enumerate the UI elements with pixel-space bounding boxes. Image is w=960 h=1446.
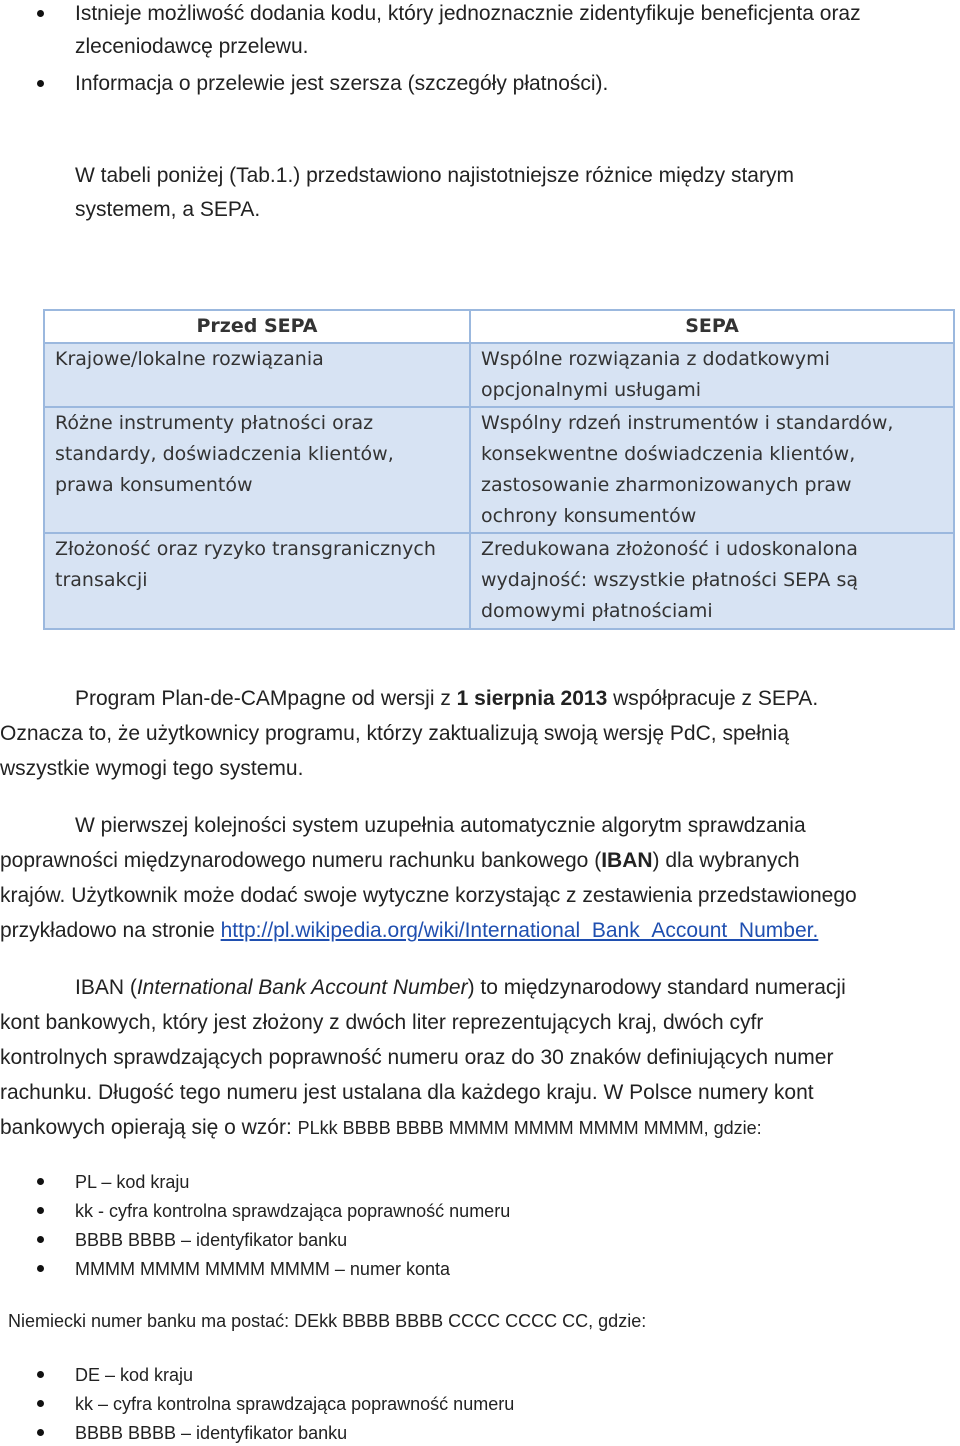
- cell-line: domowymi płatnościami: [481, 600, 713, 622]
- bullet-dot: [37, 1400, 44, 1407]
- paragraph-line: kontrolnych sprawdzających poprawność numeru oraz do 30 znaków definiujących numer: [0, 1046, 834, 1069]
- cell-line: Różne instrumenty płatności oraz: [55, 412, 374, 434]
- paragraph-line: kont bankowych, który jest złożony z dwóch liter reprezentujących kraj, dwóch cyfr: [0, 1011, 764, 1034]
- bullet-dot: [37, 1429, 44, 1436]
- bullet-text: DE – kod kraju: [75, 1365, 194, 1385]
- text-run: przykładowo na stronie: [0, 919, 221, 942]
- table-row: [44, 533, 954, 629]
- cell-line: konsekwentne doświadczenia klientów,: [481, 443, 856, 465]
- bullet-dot: [37, 10, 44, 17]
- intro-line: W tabeli poniżej (Tab.1.) przedstawiono najistotniejsze różnice między starym: [75, 164, 794, 187]
- cell-before: [44, 343, 470, 407]
- table-row: [44, 407, 954, 533]
- wikipedia-iban-link[interactable]: http://pl.wikipedia.org/wiki/International_Bank_Account_Number.: [220, 919, 819, 942]
- cell-line: Złożoność oraz ryzyko transgranicznych: [55, 538, 436, 560]
- paragraph-line: wszystkie wymogi tego systemu.: [0, 757, 304, 780]
- cell-sepa: [470, 343, 954, 407]
- iban-bold: IBAN: [601, 849, 653, 872]
- text-run: ) dla wybranych: [652, 849, 800, 872]
- text-run: PLkk BBBB BBBB MMMM MMMM MMMM MMMM, gdzie:: [297, 1118, 762, 1138]
- cell-line: opcjonalnymi usługami: [481, 379, 701, 401]
- paragraph-line: W pierwszej kolejności system uzupełnia automatycznie algorytm sprawdzania: [75, 814, 806, 837]
- bullet-dot: [37, 1207, 44, 1214]
- cell-line: wydajność: wszystkie płatności SEPA są: [481, 569, 859, 591]
- cell-line: Wspólne rozwiązania z dodatkowymi: [481, 348, 830, 370]
- italic-term: International Bank Account Number: [136, 976, 468, 999]
- cell-before: [44, 407, 470, 533]
- paragraph-line: [0, 918, 818, 944]
- bullet-text: kk – cyfra kontrolna sprawdzająca poprawność numeru: [75, 1394, 515, 1414]
- paragraph-line: [75, 975, 846, 1001]
- bullet-text: Informacja o przelewie jest szersza (szczegóły płatności).: [75, 72, 609, 95]
- bullet-dot: [37, 80, 44, 87]
- cell-line: transakcji: [55, 569, 148, 591]
- paragraph-line: [0, 1115, 762, 1141]
- cell-line: ochrony konsumentów: [481, 505, 697, 527]
- intro-line: systemem, a SEPA.: [75, 198, 261, 221]
- bullet-dot: [37, 1371, 44, 1378]
- text-run: Program Plan-de-CAMpagne od wersji z: [75, 687, 457, 710]
- cell-sepa: [470, 533, 954, 629]
- de-intro: Niemiecki numer banku ma postać: DEkk BBBB BBBB CCCC CCCC CC, gdzie:: [8, 1311, 647, 1331]
- cell-line: Krajowe/lokalne rozwiązania: [55, 348, 324, 370]
- table-header-row: [44, 310, 954, 343]
- text-run: ) to międzynarodowy standard numeracji: [467, 976, 846, 999]
- cell-sepa: [470, 407, 954, 533]
- bullet-text: kk - cyfra kontrolna sprawdzająca poprawność numeru: [75, 1201, 511, 1221]
- bullet-text: BBBB BBBB – identyfikator banku: [75, 1230, 348, 1250]
- bullet-text: Istnieje możliwość dodania kodu, który jednoznacznie zidentyfikuje beneficjenta oraz: [75, 2, 861, 25]
- cell-line: standardy, doświadczenia klientów,: [55, 443, 394, 465]
- bullet-dot: [37, 1265, 44, 1272]
- cell-line: Zredukowana złożoność i udoskonalona: [481, 538, 858, 560]
- bullet-dot: [37, 1178, 44, 1185]
- bullet-text: MMMM MMMM MMMM MMMM – numer konta: [75, 1259, 450, 1279]
- cell-before: [44, 533, 470, 629]
- paragraph-line: Oznacza to, że użytkownicy programu, którzy zaktualizują swoją wersję PdC, spełnią: [0, 722, 789, 745]
- date-bold: 1 sierpnia 2013: [456, 687, 608, 710]
- header-sepa: SEPA: [470, 310, 954, 343]
- cell-line: zastosowanie zharmonizowanych praw: [481, 474, 852, 496]
- text-run: współpracuje z SEPA.: [607, 687, 819, 710]
- table-row: [44, 343, 954, 407]
- text-run: poprawności międzynarodowego numeru rachunku bankowego (: [0, 849, 602, 872]
- bullet-text: BBBB BBBB – identyfikator banku: [75, 1423, 348, 1443]
- comparison-table: [43, 309, 955, 630]
- bullet-text-cont: zleceniodawcę przelewu.: [75, 35, 309, 58]
- paragraph-line: krajów. Użytkownik może dodać swoje wytyczne korzystając z zestawienia przedstawionego: [0, 884, 857, 907]
- text-run: bankowych opierają się o wzór:: [0, 1116, 298, 1139]
- cell-line: Wspólny rdzeń instrumentów i standardów,: [481, 412, 894, 434]
- paragraph-line: rachunku. Długość tego numeru jest ustalana dla każdego kraju. W Polsce numery kont: [0, 1081, 814, 1104]
- paragraph-line: [0, 848, 800, 874]
- header-before-sepa: Przed SEPA: [44, 310, 470, 343]
- text-run: IBAN (: [75, 976, 137, 999]
- paragraph-line: [75, 686, 818, 712]
- bullet-text: PL – kod kraju: [75, 1172, 190, 1192]
- bullet-dot: [37, 1236, 44, 1243]
- cell-line: prawa konsumentów: [55, 474, 253, 496]
